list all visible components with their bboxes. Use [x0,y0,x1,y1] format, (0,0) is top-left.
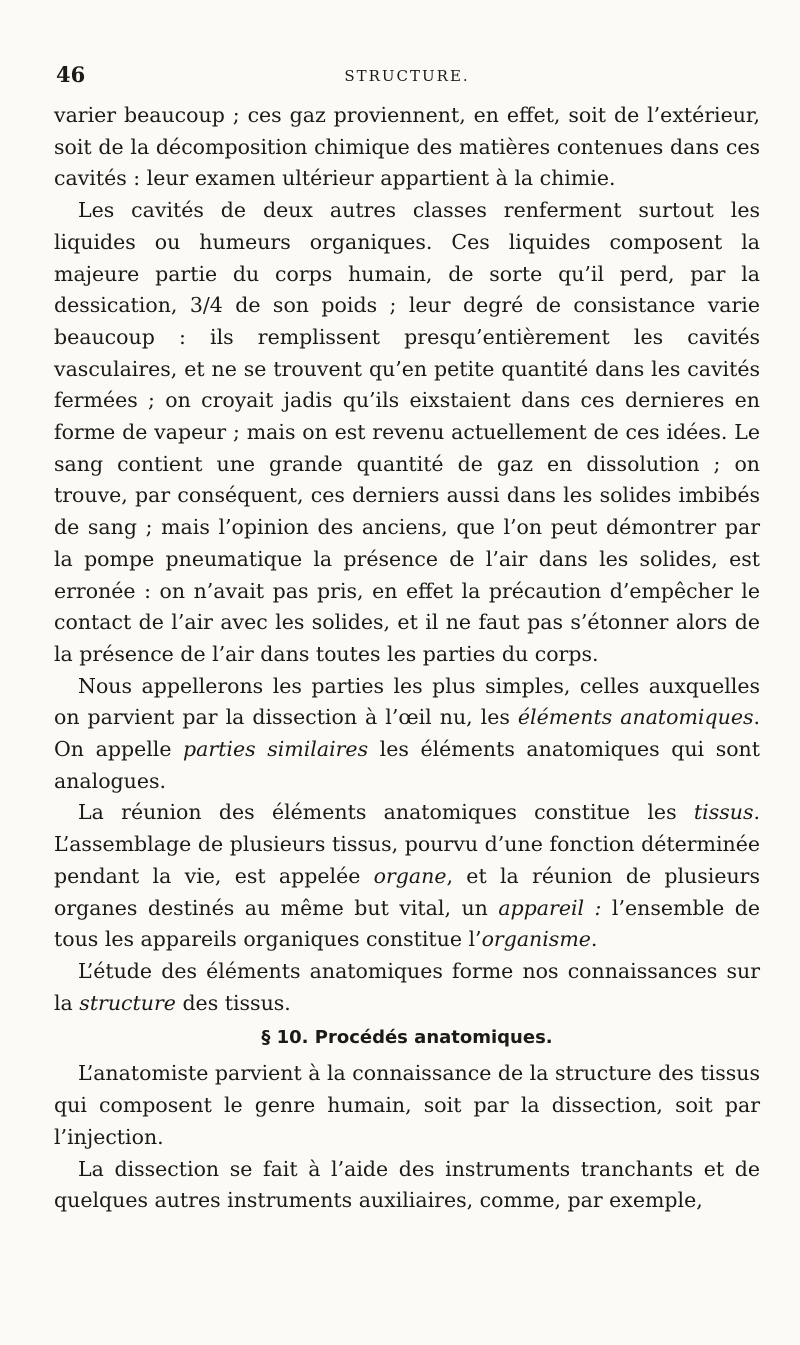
page-header [54,62,760,96]
text-span: , et la réunion de plusieurs organes destinés au même but vital, un [54,863,760,920]
section-heading: § 10. Procédés anatomiques. [261,1027,553,1049]
body-text [54,100,760,1217]
text-span: L’étude des éléments anatomiques forme nos connaissances sur la [54,958,760,1015]
text-span: . L’assemblage de plusieurs tissus, pourvu d’une fonction déterminée pendant la vie, est appelée [54,800,760,888]
text-span: des tissus. [175,990,291,1015]
text-span: Nous appellerons les parties les plus simples, celles auxquelles on parvient par la dissection à l’œil nu, les [54,673,760,730]
running-head: STRUCTURE. [344,67,470,85]
paragraph-1: varier beaucoup ; ces gaz proviennent, en effet, soit de l’extérieur, soit de la décomposition chimique des matières contenues dans ces cavités : leur examen ultérieur appartient à la chimie. [54,103,760,191]
italic-term: organe [373,863,447,888]
italic-term: éléments anatomiques [517,705,754,730]
paragraph-6: L’anatomiste parvient à la connaissance de la structure des tissus qui composent le genre humain, soit par la dissection, soit par l’injection. [54,1061,760,1149]
page-number: 46 [56,62,86,87]
paragraph-7: La dissection se fait à l’aide des instruments tranchants et de quelques autres instruments auxiliaires, comme, par exemple, [54,1156,760,1213]
text-span: l’ensemble de tous les appareils organiques constitue l’ [54,895,760,952]
italic-term: structure [79,990,176,1015]
text-span: . On appelle [54,705,760,762]
italic-term: organisme [481,927,591,952]
text-span: les éléments anatomiques qui sont analogues. [54,737,761,793]
paragraph-4 [54,797,760,956]
text-span: La réunion des éléments anatomiques constitue les [78,800,694,825]
text-span: . [590,927,598,952]
italic-term: tissus [693,800,754,825]
paragraph-3 [54,671,760,798]
paragraph-5 [54,956,760,1019]
paragraph-2: Les cavités de deux autres classes renferment surtout les liquides ou humeurs organiques. Ces liquides composent la majeure partie du corps humain, de sorte qu’il perd, par la dessication, 3/4 de son poids ; leur degré de consistance varie beaucoup : ils remplissent presqu’entièrement les cavités vasculaires, et ne se trouvent qu’en petite quantité dans les cavités fermées ; on croyait jadis qu’ils eixstaient dans ces dernieres en forme de vapeur ; mais on est revenu actuellement de ces idées. Le sang contient une grande quantité de gaz en dissolution ; on trouve, par conséquent, ces derniers aussi dans les solides imbibés de sang ; mais l’opinion des anciens, que l’on peut démontrer par la pompe pneumatique la présence de l’air dans les solides, est erronée : on n’avait pas pris, en effet la précaution d’empêcher le contact de l’air avec les solides, et il ne faut pas s’étonner alors de la présence de l’air dans toutes les parties du corps. [54,198,760,666]
italic-term: appareil : [498,895,602,920]
italic-term: parties similaires [183,737,369,762]
